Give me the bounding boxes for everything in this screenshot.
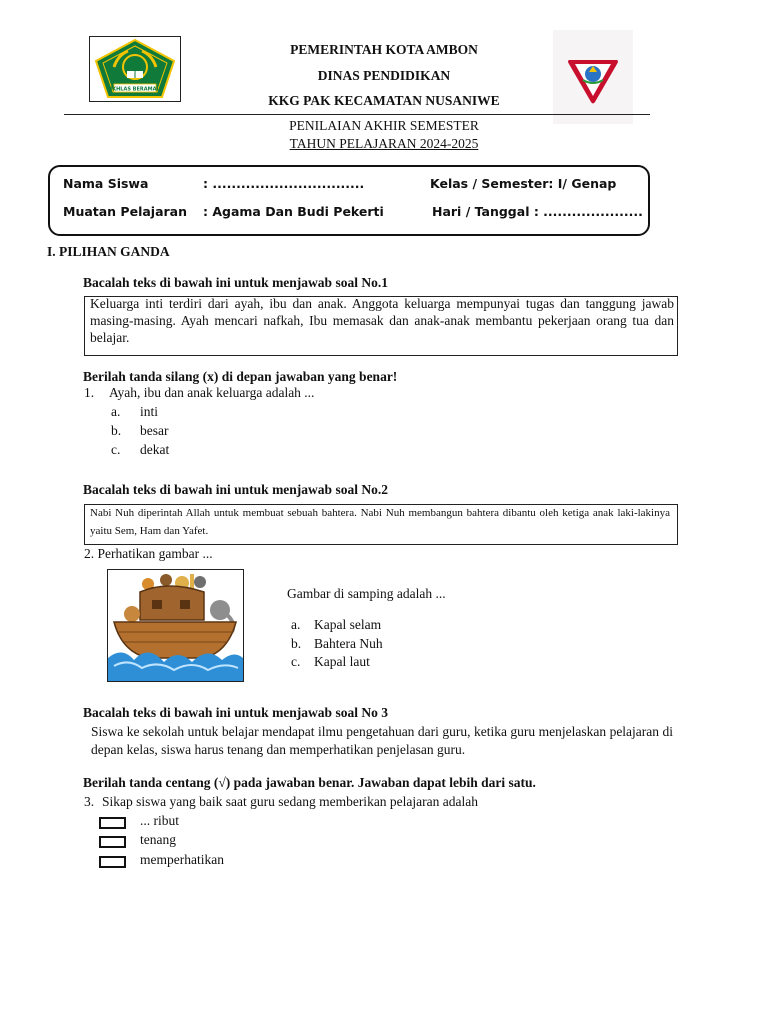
- q3-checkbox-1[interactable]: [99, 817, 126, 829]
- q2-reading-box: [84, 504, 678, 545]
- header-kkg: KKG PAK KECAMATAN NUSANIWE: [268, 93, 500, 108]
- q3-option-2: tenang: [140, 832, 176, 847]
- q3-question: Sikap siswa yang baik saat guru sedang memberikan pelajaran adalah: [102, 794, 478, 809]
- q3-checkbox-2[interactable]: [99, 836, 126, 848]
- q1-question: Ayah, ibu dan anak keluarga adalah ...: [109, 385, 315, 400]
- exam-title: PENILAIAN AKHIR SEMESTER: [289, 118, 479, 133]
- section-title: I. PILIHAN GANDA: [47, 244, 170, 259]
- q2-option-c-letter: c.: [291, 654, 301, 669]
- q2-option-b[interactable]: Bahtera Nuh: [314, 636, 383, 651]
- q2-option-b-letter: b.: [291, 636, 302, 651]
- q1-option-c[interactable]: dekat: [140, 442, 170, 457]
- class-label: Kelas / Semester: I/ Genap: [430, 176, 617, 191]
- q1-reading-box: [84, 296, 678, 356]
- q3-option-3: memperhatikan: [140, 852, 224, 867]
- q2-question: 2. Perhatikan gambar ...: [84, 546, 213, 561]
- student-info-box: [48, 165, 650, 236]
- q2-option-c[interactable]: Kapal laut: [314, 654, 370, 669]
- q1-option-c-letter: c.: [111, 442, 121, 457]
- exam-year: TAHUN PELAJARAN 2024-2025: [289, 136, 479, 151]
- q2-option-a-letter: a.: [291, 617, 301, 632]
- kemenag-banner-text: IKHLAS BERAMAL: [110, 86, 160, 93]
- q3-direction: Berilah tanda centang (√) pada jawaban benar. Jawaban dapat lebih dari satu.: [83, 775, 536, 790]
- q1-option-b[interactable]: besar: [140, 423, 169, 438]
- q3-reading-text: Siswa ke sekolah untuk belajar mendapat ilmu pengetahuan dari guru, ketika guru menjelaskan pelajaran di depan kelas, siswa harus tenang dan memperhatikan penjelasan guru.: [91, 724, 673, 757]
- q3-number: 3.: [84, 794, 95, 809]
- q3-option-1: ... ribut: [140, 813, 179, 828]
- header-government: PEMERINTAH KOTA AMBON: [290, 42, 478, 57]
- q2-reading-text: Nabi Nuh diperintah Allah untuk membuat sebuah bahtera. Nabi Nuh membangun bahtera dibantu oleh ketiga anak laki-lakinya yaitu Sem, Ham dan Yafet.: [90, 507, 670, 537]
- q3-checkbox-3[interactable]: [99, 856, 126, 868]
- exam-year-wrap: [0, 136, 768, 152]
- q1-number: 1.: [84, 385, 95, 400]
- q2-instruction: Bacalah teks di bawah ini untuk menjawab soal No.2: [83, 482, 388, 497]
- q1-direction: Berilah tanda silang (x) di depan jawaban yang benar!: [83, 369, 398, 384]
- q2-option-a[interactable]: Kapal selam: [314, 617, 382, 632]
- q2-prompt: Gambar di samping adalah ...: [287, 586, 446, 601]
- q1-option-a-letter: a.: [111, 404, 121, 419]
- date-label[interactable]: Hari / Tanggal : .....................: [432, 204, 643, 219]
- subject-label: Muatan Pelajaran: [63, 204, 188, 219]
- name-label: Nama Siswa: [63, 176, 149, 191]
- header-divider: [64, 114, 650, 115]
- subject-value: : Agama Dan Budi Pekerti: [203, 204, 384, 219]
- name-value[interactable]: : ................................: [203, 176, 365, 191]
- noah-ark-illustration-icon: [108, 570, 243, 681]
- header-department: DINAS PENDIDIKAN: [317, 68, 451, 83]
- q1-instruction: Bacalah teks di bawah ini untuk menjawab soal No.1: [83, 275, 388, 290]
- q1-option-b-letter: b.: [111, 423, 122, 438]
- q1-option-a[interactable]: inti: [140, 404, 159, 419]
- q3-instruction: Bacalah teks di bawah ini untuk menjawab soal No 3: [83, 705, 388, 720]
- q1-reading-text: Keluarga inti terdiri dari ayah, ibu dan anak. Anggota keluarga mempunyai tugas dan tanggung jawab masing-masing. Ayah mencari nafkah, Ibu memasak dan anak-anak membantu pekerjaan orang tua dan belajar.: [90, 296, 674, 345]
- q2-image-frame: [107, 569, 244, 682]
